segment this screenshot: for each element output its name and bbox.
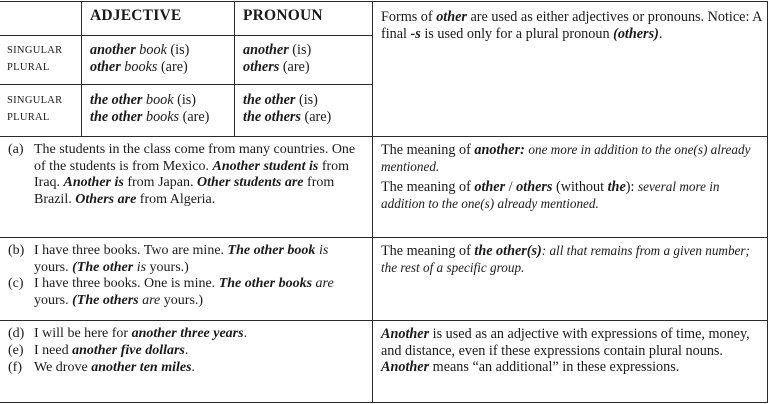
label-singular-2: SINGULAR bbox=[7, 95, 63, 106]
label-plural: PLURAL bbox=[7, 62, 50, 73]
pro-plural-1: others (are) bbox=[243, 59, 310, 75]
explain-the-others: The meaning of the other(s): all that remains from a given number; the rest of a specific group. bbox=[381, 243, 750, 275]
label-singular: SINGULAR bbox=[7, 45, 63, 56]
rule-group bbox=[0, 84, 372, 85]
explain-other-others: The meaning of other / others (without the): several more in addition to the one(s) already mentioned. bbox=[381, 179, 720, 211]
example-d: (d) I will be here for another three years. bbox=[8, 326, 248, 341]
header-pronoun: PRONOUN bbox=[243, 7, 323, 24]
explain-another: The meaning of another: one more in addition to the one(s) already mentioned. bbox=[381, 142, 751, 174]
rule-section-d bbox=[0, 320, 768, 321]
adj-plural-1: other books (are) bbox=[90, 59, 188, 75]
example-f: (f) We drove another ten miles. bbox=[8, 360, 196, 375]
pro-singular-2: the other (is) bbox=[243, 92, 318, 108]
example-a: (a) The students in the class come from many countries. One of the students is from Mexico. Another student is from Iraq. Another is from Japan. Other students are from Brazil. Others are from Algeria. bbox=[8, 142, 356, 207]
pro-singular-1: another (is) bbox=[243, 42, 312, 58]
rule-top bbox=[0, 1, 768, 2]
rule-section-b bbox=[0, 237, 768, 238]
adj-singular-2: the other book (is) bbox=[90, 92, 197, 108]
vrule-main bbox=[372, 1, 373, 402]
adj-plural-2: the other books (are) bbox=[90, 109, 210, 125]
adj-singular-1: another book (is) bbox=[90, 42, 190, 58]
vrule-2 bbox=[234, 1, 235, 136]
pro-plural-2: the others (are) bbox=[243, 109, 332, 125]
example-b: (b) I have three books. Two are mine. The other book is yours. (The other is yours.) bbox=[8, 243, 329, 275]
header-adjective: ADJECTIVE bbox=[90, 7, 182, 24]
rule-section-a bbox=[0, 136, 768, 137]
rule-header bbox=[0, 35, 372, 36]
label-plural-2: PLURAL bbox=[7, 112, 50, 123]
rule-bottom bbox=[0, 402, 768, 403]
example-c: (c) I have three books. One is mine. The other books are yours. (The others are yours.) bbox=[8, 276, 334, 308]
explain-another-expressions: Another is used as an adjective with expressions of time, money, and distance, even if these expressions contain plural nouns. Another means “an additional” in these expressions. bbox=[381, 326, 750, 375]
example-e: (e) I need another five dollars. bbox=[8, 343, 189, 358]
forms-note: Forms of other are used as either adjectives or pronouns. Notice: A final -s is used only for a plural pronoun (others). bbox=[381, 9, 762, 42]
vrule-1 bbox=[81, 1, 82, 136]
